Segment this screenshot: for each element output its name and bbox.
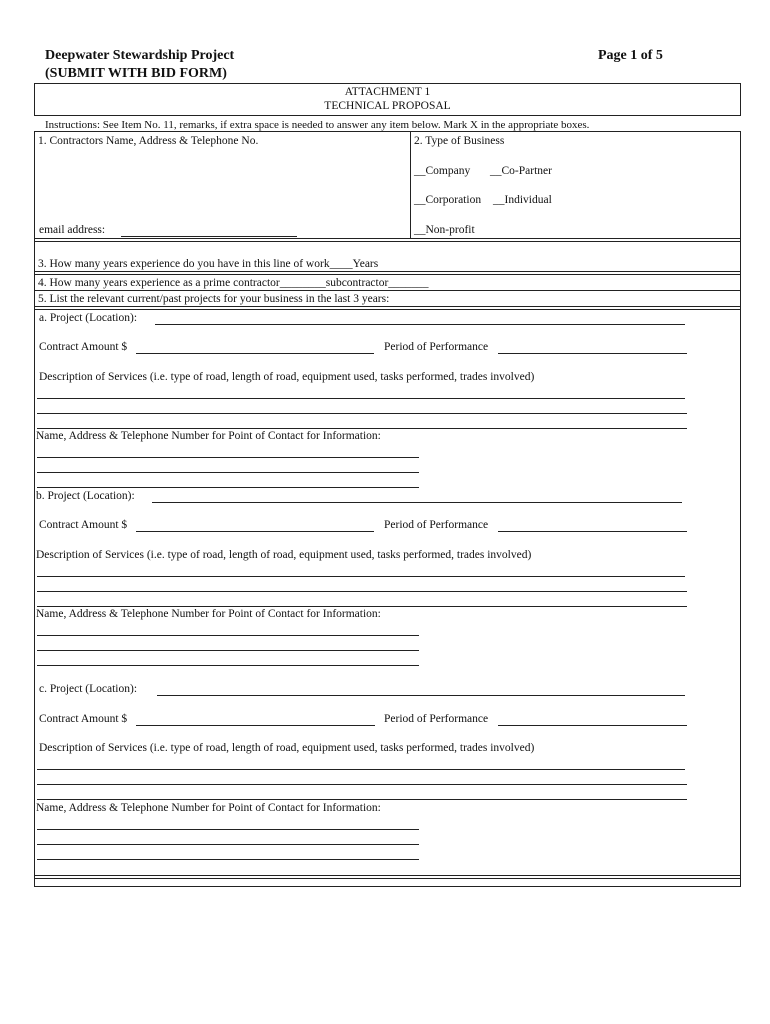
divider — [34, 238, 741, 239]
project-b-contact-line[interactable] — [37, 665, 419, 666]
business-type-label: 2. Type of Business — [414, 135, 505, 147]
divider — [34, 241, 741, 242]
project-b-description-label: Description of Services (i.e. type of road, length of road, equipment used, tasks performed, trades involved) — [36, 549, 532, 561]
option-copartner[interactable]: __Co-Partner — [490, 165, 552, 177]
form-right-border — [740, 131, 741, 887]
project-a-description-line[interactable] — [37, 413, 687, 414]
divider — [34, 274, 741, 275]
page-number: Page 1 of 5 — [598, 48, 663, 63]
project-a-contact-line[interactable] — [37, 487, 419, 488]
project-c-contract-field[interactable] — [136, 725, 375, 726]
project-b-period-label: Period of Performance — [384, 519, 489, 531]
divider — [34, 309, 741, 310]
form-left-border — [34, 131, 35, 887]
form-bottom-border — [34, 886, 741, 887]
project-c-contact-line[interactable] — [37, 859, 419, 860]
project-c-location-field[interactable] — [157, 695, 685, 696]
project-a-contract-label: Contract Amount $ — [39, 341, 128, 353]
submit-note: (SUBMIT WITH BID FORM) — [45, 66, 227, 81]
project-title: Deepwater Stewardship Project — [45, 48, 235, 63]
project-a-period-field[interactable] — [498, 353, 687, 354]
email-field[interactable] — [121, 236, 297, 237]
project-c-label: c. Project (Location): — [39, 683, 138, 695]
project-b-description-line[interactable] — [37, 576, 685, 577]
divider — [34, 878, 741, 879]
project-c-description-label: Description of Services (i.e. type of road, length of road, equipment used, tasks performed, trades involved) — [39, 742, 535, 754]
project-b-contact-line[interactable] — [37, 650, 419, 651]
project-a-contact-line[interactable] — [37, 457, 419, 458]
divider — [34, 875, 741, 876]
project-c-contact-line[interactable] — [37, 844, 419, 845]
divider — [34, 306, 741, 307]
project-a-location-field[interactable] — [155, 324, 685, 325]
project-a-label: a. Project (Location): — [39, 312, 138, 324]
project-c-period-field[interactable] — [498, 725, 687, 726]
project-b-contract-label: Contract Amount $ — [39, 519, 128, 531]
question-3: 3. How many years experience do you have in this line of work____Years — [38, 258, 379, 270]
divider — [34, 271, 741, 272]
project-b-period-field[interactable] — [498, 531, 687, 532]
project-a-contract-field[interactable] — [136, 353, 374, 354]
project-c-contact-line[interactable] — [37, 829, 419, 830]
project-c-contact-label: Name, Address & Telephone Number for Point of Contact for Information: — [36, 802, 381, 814]
project-b-contract-field[interactable] — [136, 531, 374, 532]
project-c-description-line[interactable] — [37, 784, 687, 785]
project-a-contact-label: Name, Address & Telephone Number for Point of Contact for Information: — [36, 430, 381, 442]
option-company[interactable]: __Company — [414, 165, 471, 177]
attachment-title: TECHNICAL PROPOSAL — [324, 100, 451, 112]
project-b-contact-label: Name, Address & Telephone Number for Point of Contact for Information: — [36, 608, 381, 620]
option-individual[interactable]: __Individual — [493, 194, 552, 206]
question-5: 5. List the relevant current/past projects for your business in the last 3 years: — [38, 293, 390, 305]
project-c-contract-label: Contract Amount $ — [39, 713, 128, 725]
project-a-description-label: Description of Services (i.e. type of road, length of road, equipment used, tasks performed, trades involved) — [39, 371, 535, 383]
section-divider — [410, 131, 411, 239]
section1-label: 1. Contractors Name, Address & Telephone No. — [38, 135, 259, 147]
instructions: Instructions: See Item No. 11, remarks, if extra space is needed to answer any item below. Mark X in the appropriate boxes. — [45, 119, 590, 131]
project-b-description-line[interactable] — [37, 591, 687, 592]
question-4: 4. How many years experience as a prime contractor________subcontractor_______ — [38, 277, 429, 289]
project-a-description-line[interactable] — [37, 398, 685, 399]
project-a-contact-line[interactable] — [37, 472, 419, 473]
project-a-period-label: Period of Performance — [384, 341, 489, 353]
form-top-border — [34, 131, 741, 132]
project-c-description-line[interactable] — [37, 769, 685, 770]
project-b-label: b. Project (Location): — [36, 490, 135, 502]
project-b-location-field[interactable] — [152, 502, 682, 503]
email-label: email address: — [39, 224, 106, 236]
project-c-period-label: Period of Performance — [384, 713, 489, 725]
option-corporation[interactable]: __Corporation — [414, 194, 482, 206]
project-b-contact-line[interactable] — [37, 635, 419, 636]
attachment-number: ATTACHMENT 1 — [344, 86, 431, 98]
project-c-description-line[interactable] — [37, 799, 687, 800]
option-nonprofit[interactable]: __Non-profit — [414, 224, 475, 236]
divider — [34, 290, 741, 291]
